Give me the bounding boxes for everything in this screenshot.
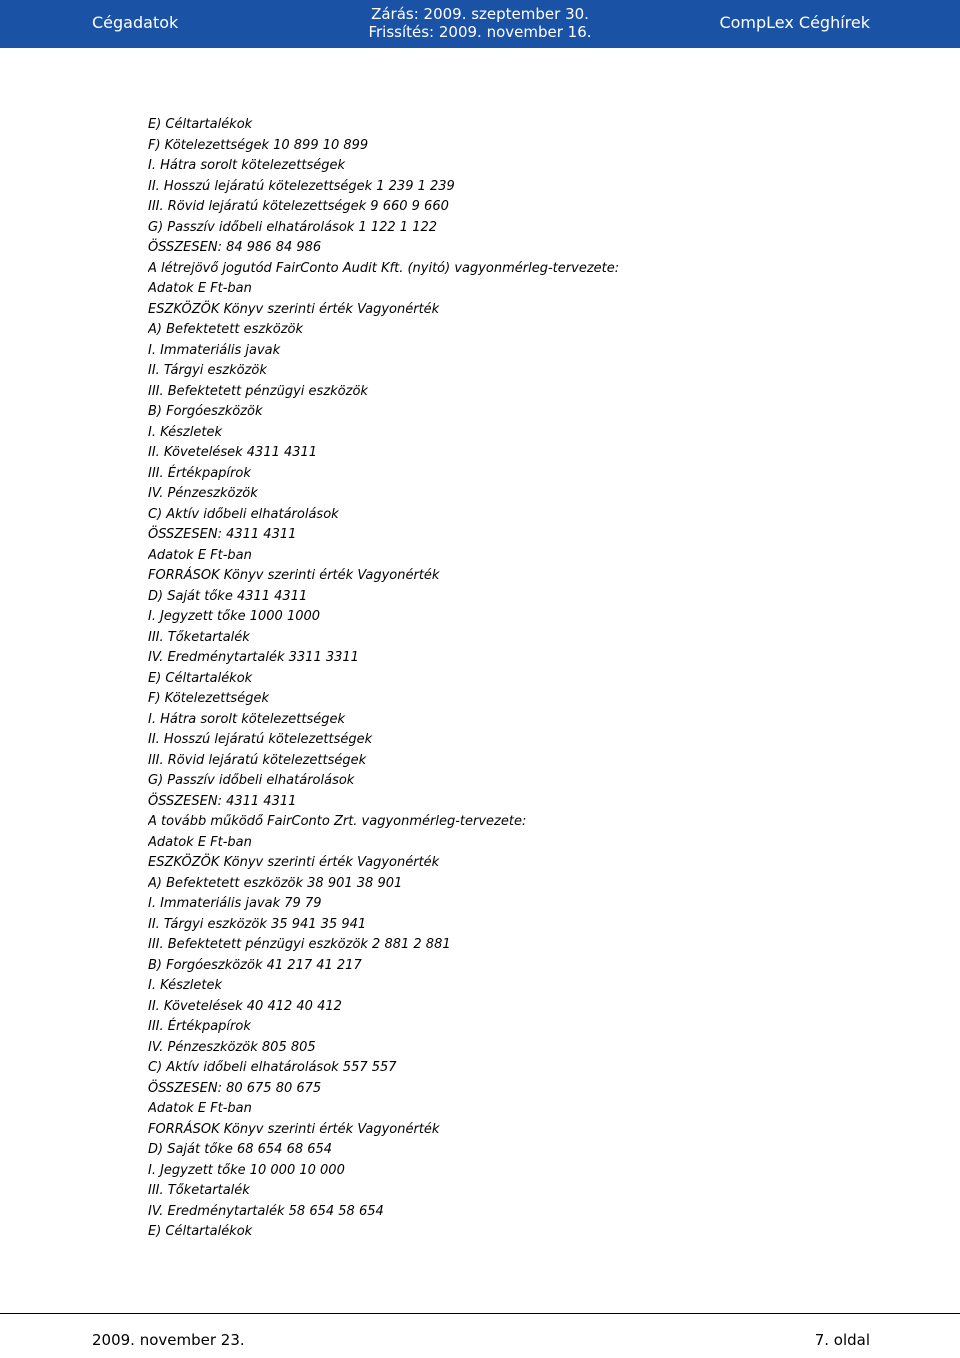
text-line: A) Befektetett eszközök (148, 322, 304, 337)
text-line: III. Értékpapírok (148, 1019, 251, 1034)
text-line: I. Immateriális javak 79 79 (148, 896, 322, 911)
text-line: B) Forgóeszközök (148, 404, 263, 419)
header-left-title: Cégadatok (92, 13, 179, 32)
text-line: I. Jegyzett tőke 1000 1000 (148, 609, 321, 624)
text-line: IV. Pénzeszközök 805 805 (148, 1039, 316, 1055)
text-line: A létrejövő jogutód FairConto Audit Kft. (nyitó) vagyonmérleg-tervezete: (148, 260, 620, 276)
text-line: IV. Pénzeszközök (148, 486, 258, 501)
text-line: D) Saját tőke 4311 4311 (148, 588, 308, 604)
text-line: III. Rövid lejáratú kötelezettségek (148, 752, 367, 768)
text-line: ÖSSZESEN: 80 675 80 675 (148, 1080, 322, 1096)
text-line: II. Hosszú lejáratú kötelezettségek (148, 732, 373, 747)
text-line: ÖSSZESEN: 4311 4311 (148, 527, 297, 542)
text-line: Adatok E Ft-ban (148, 834, 252, 850)
text-line: ÖSSZESEN: 4311 4311 (148, 793, 297, 809)
text-line: I. Hátra sorolt kötelezettségek (148, 711, 345, 727)
text-line: ÖSSZESEN: 84 986 84 986 (148, 240, 322, 255)
text-line: IV. Eredménytartalék 3311 3311 (148, 650, 359, 665)
text-line: FORRÁSOK Könyv szerinti érték Vagyonérték (148, 1121, 440, 1137)
text-line: III. Rövid lejáratú kötelezettségek 9 660 9 660 (148, 199, 449, 214)
text-line: II. Követelések 4311 4311 (148, 445, 318, 460)
footer-date: 2009. november 23. (92, 1331, 245, 1349)
text-line: B) Forgóeszközök 41 217 41 217 (148, 957, 362, 973)
text-line: III. Befektetett pénzügyi eszközök (148, 383, 368, 399)
text-line: E) Céltartalékok (148, 1224, 253, 1239)
text-line: IV. Eredménytartalék 58 654 58 654 (148, 1203, 384, 1219)
text-line: A tovább működő FairConto Zrt. vagyonmérleg-tervezete: (148, 814, 527, 829)
text-line: ESZKÖZÖK Könyv szerinti érték Vagyonérték (148, 855, 440, 870)
header-closing-date: Zárás: 2009. szeptember 30. (371, 5, 589, 23)
document-body (148, 115, 868, 1247)
text-line: I. Készletek (148, 978, 222, 993)
text-line: C) Aktív időbeli elhatárolások 557 557 (148, 1060, 397, 1075)
text-line: II. Hosszú lejáratú kötelezettségek 1 239 1 239 (148, 178, 455, 194)
text-line: F) Kötelezettségek 10 899 10 899 (148, 137, 369, 153)
text-line: III. Tőketartalék (148, 629, 250, 645)
text-line: II. Követelések 40 412 40 412 (148, 998, 342, 1014)
text-line: E) Céltartalékok (148, 670, 253, 686)
text-line: FORRÁSOK Könyv szerinti érték Vagyonérték (148, 568, 440, 583)
text-line: I. Jegyzett tőke 10 000 10 000 (148, 1162, 345, 1178)
text-line: ESZKÖZÖK Könyv szerinti érték Vagyonérték (148, 301, 440, 317)
text-line: III. Befektetett pénzügyi eszközök 2 881 2 881 (148, 937, 451, 952)
text-line: I. Készletek (148, 424, 222, 440)
page-header (0, 0, 960, 48)
footer-page-number: 7. oldal (814, 1331, 870, 1349)
text-line: I. Hátra sorolt kötelezettségek (148, 158, 345, 173)
text-line: Adatok E Ft-ban (148, 547, 252, 563)
text-line: II. Tárgyi eszközök (148, 363, 267, 378)
text-line: Adatok E Ft-ban (148, 281, 252, 296)
text-line: G) Passzív időbeli elhatárolások (148, 773, 355, 788)
text-line: E) Céltartalékok (148, 117, 253, 132)
text-line: Adatok E Ft-ban (148, 1101, 252, 1116)
text-line: F) Kötelezettségek (148, 691, 269, 706)
header-right-title: CompLex Céghírek (719, 13, 870, 32)
text-line: I. Immateriális javak (148, 342, 281, 358)
text-line: III. Értékpapírok (148, 465, 251, 481)
header-update-date: Frissítés: 2009. november 16. (368, 23, 592, 41)
text-line: III. Tőketartalék (148, 1183, 250, 1198)
text-line: C) Aktív időbeli elhatárolások (148, 506, 339, 522)
text-line: G) Passzív időbeli elhatárolások 1 122 1 122 (148, 219, 438, 235)
text-line: A) Befektetett eszközök 38 901 38 901 (148, 875, 403, 891)
text-line: II. Tárgyi eszközök 35 941 35 941 (148, 916, 367, 932)
text-line: D) Saját tőke 68 654 68 654 (148, 1142, 333, 1157)
